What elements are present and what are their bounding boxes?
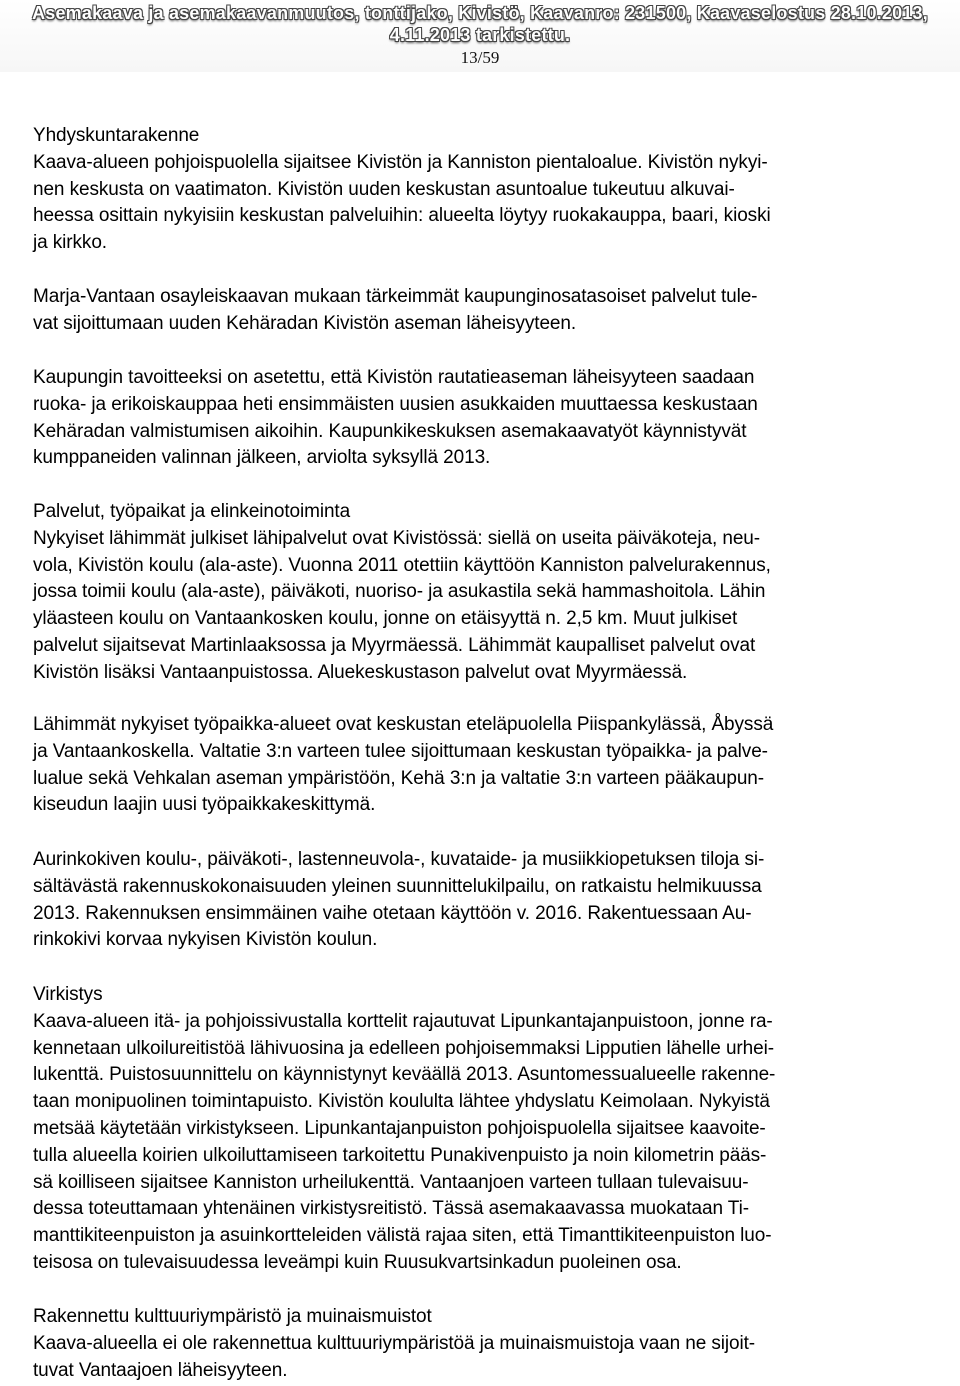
text-line: vat sijoittumaan uuden Kehäradan Kivistön aseman läheisyyteen. <box>33 312 577 334</box>
paragraph-tavoite <box>33 365 933 472</box>
text-line: taan monipuolinen toimintapuisto. Kivistön koululta lähtee yhdyslatu Keimolaan. Nykyistä <box>33 1091 770 1113</box>
text-line: sä koilliseen sijaitsee Kanniston urheilukenttä. Vantaanjoen varteen tullaan tulevaisuu- <box>33 1171 749 1193</box>
text-line: ja kirkko. <box>33 232 107 254</box>
text-line: ja Vantaankoskella. Valtatie 3:n varteen tulee sijoittumaan keskustan työpaikka- ja palve- <box>33 740 768 762</box>
document-title-line-2: 4.11.2013 tarkistettu. <box>389 25 571 45</box>
text-line: Kaava-alueen pohjoispuolella sijaitsee Kivistön ja Kanniston pientaloalue. Kivistön nykyi- <box>33 151 768 173</box>
text-line: Kaava-alueella ei ole rakennettua kulttuuriympäristöä ja muinaismuistoja vaan ne sijoit- <box>33 1332 756 1354</box>
text-line: Kaupungin tavoitteeksi on asetettu, että Kivistön rautatieaseman läheisyyteen saadaan <box>33 367 755 388</box>
text-line: 2013. Rakennuksen ensimmäinen vaihe otetaan käyttöön v. 2016. Rakentuessaan Au- <box>33 902 752 924</box>
paragraph-kulttuuriymparisto <box>33 1304 933 1384</box>
text-line: kiseudun laajin uusi työpaikkakeskittymä. <box>33 794 376 816</box>
text-line: Aurinkokiven koulu-, päiväkoti-, lastenneuvola-, kuvataide- ja musiikkiopetuksen tiloja si- <box>33 849 765 870</box>
text-line: rinkokivi korvaa nykyisen Kivistön koulun. <box>33 929 378 951</box>
text-line: teisosa on tulevaisuudessa leveämpi kuin Ruusukvartsinkadun puoleinen osa. <box>33 1251 682 1273</box>
text-line: tulla alueella koirien ulkoiluttamiseen tarkoitettu Punakivenpuisto ja noin kilometrin pääs- <box>33 1144 767 1166</box>
paragraph-aurinkokivi <box>33 847 933 954</box>
text-line: vola, Kivistön koulu (ala-aste). Vuonna 2011 otettiin käyttöön Kanniston palvelurakennus, <box>33 554 771 576</box>
section-heading: Palvelut, työpaikat ja elinkeinotoiminta <box>33 501 351 522</box>
text-line: yläasteen koulu on Vantaankosken koulu, jonne on etäisyyttä n. 2,5 km. Muut julkiset <box>33 608 738 630</box>
section-heading: Rakennettu kulttuuriympäristö ja muinaismuistot <box>33 1306 432 1327</box>
paragraph-virkistys <box>33 982 933 1277</box>
text-line: ruoka- ja erikoiskauppaa heti ensimmäisten uusien asukkaiden muuttaessa keskustaan <box>33 393 758 415</box>
paragraph-yhdyskuntarakenne <box>33 123 933 257</box>
text-line: heessa osittain nykyisiin keskustan palveluihin: alueelta löytyy ruokakauppa, baari, kioski <box>33 205 771 227</box>
text-line: Lähimmät nykyiset työpaikka-alueet ovat keskustan eteläpuolella Piispankylässä, Åbyssä <box>33 714 774 735</box>
text-line: Marja-Vantaan osayleiskaavan mukaan tärkeimmät kaupunginosatasoiset palvelut tule- <box>33 286 758 307</box>
text-line: dessa toteuttamaan yhtenäinen virkistysreitistö. Tässä asemakaavassa muokataan Ti- <box>33 1198 749 1220</box>
section-heading: Yhdyskuntarakenne <box>33 125 200 146</box>
text-line: tuvat Vantaajoen läheisyyteen. <box>33 1359 288 1381</box>
text-line: Kaava-alueen itä- ja pohjoissivustalla korttelit rajautuvat Lipunkantajanpuistoon, jonne ra- <box>33 1010 773 1032</box>
text-line: Nykyiset lähimmät julkiset lähipalvelut ovat Kivistössä: siellä on useita päiväkoteja, neu- <box>33 527 760 549</box>
text-line: Kehäradan valmistumisen aikoihin. Kaupunkikeskuksen asemakaavatyöt käynnistyvät <box>33 420 747 442</box>
text-line: metsää käytetään virkistykseen. Lipunkantajanpuiston pohjoispuolella sijaitsee kaavoite- <box>33 1117 766 1139</box>
text-line: palvelut sijaitsevat Martinlaaksossa ja Myyrmäessä. Lähimmät kaupalliset palvelut ovat <box>33 634 756 656</box>
text-line: jossa toimii koulu (ala-aste), päiväkoti, nuoriso- ja asukastila sekä hammashoitola. Lähin <box>33 581 766 603</box>
page-number: 13/59 <box>460 48 500 67</box>
text-line: sältävästä rakennuskokonaisuuden yleinen suunnittelukilpailu, on ratkaistu helmikuussa <box>33 875 762 897</box>
paragraph-palvelut <box>33 499 933 687</box>
text-line: lualue sekä Vehkalan aseman ympäristöön, Kehä 3:n ja valtatie 3:n varteen pääkaupun- <box>33 767 764 789</box>
paragraph-osayleiskaava <box>33 284 933 338</box>
text-line: kennetaan ulkoilureitistöä lähivuosina ja edelleen pohjoisemmaksi Lipputien lähelle urhei- <box>33 1037 774 1059</box>
text-line: kumppaneiden valinnan jälkeen, arviolta syksyllä 2013. <box>33 447 491 469</box>
text-line: Kivistön lisäksi Vantaanpuistossa. Aluekeskustason palvelut ovat Myyrmäessä. <box>33 661 688 683</box>
text-line: manttikiteenpuiston ja asuinkortteleiden välistä rajaa siten, että Timanttikiteenpuiston luo- <box>33 1225 772 1247</box>
section-heading: Virkistys <box>33 984 103 1005</box>
text-line: nen keskusta on vaatimaton. Kivistön uuden keskustan asuntoalue tukeutuu alkuvai- <box>33 178 735 200</box>
document-title-line-1: Asemakaava ja asemakaavanmuutos, tonttijako, Kivistö, Kaavanro: 231500, Kaavaselostus 28.10.2013, <box>32 3 928 23</box>
paragraph-tyopaikat <box>33 712 933 819</box>
text-line: lukenttä. Puistosuunnittelu on käynnistynyt keväällä 2013. Asuntomessualueelle rakenne- <box>33 1064 776 1086</box>
